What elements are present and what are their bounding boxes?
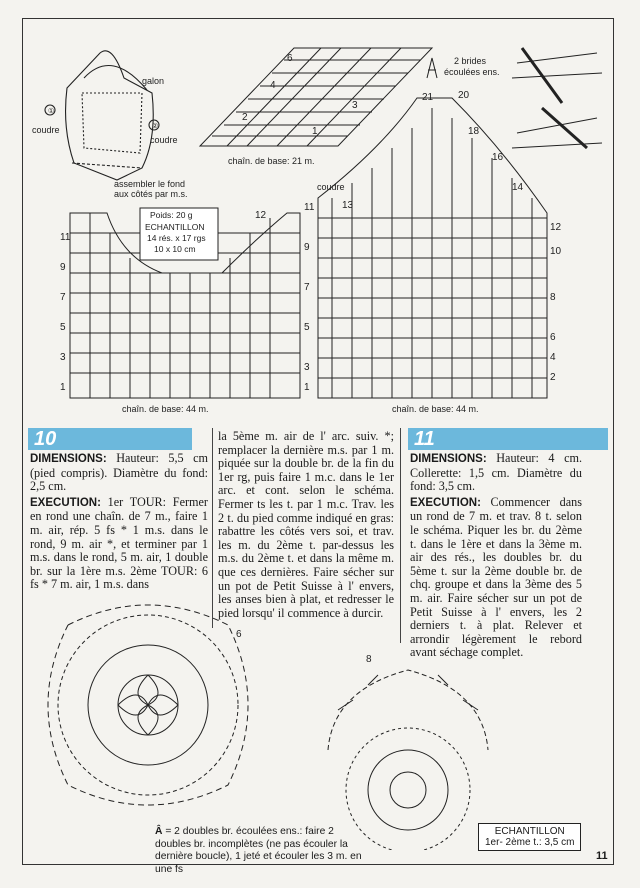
- row-11l: 11: [60, 232, 71, 243]
- row-20: 20: [458, 90, 470, 101]
- echantillon-line2: 10 x 10 cm: [154, 244, 196, 254]
- row-5r: 5: [304, 322, 310, 333]
- hook-illustration: [512, 48, 602, 148]
- rhombus-row-1: 1: [312, 126, 318, 137]
- row-8r: 8: [550, 292, 556, 303]
- row-6r: 6: [550, 332, 556, 343]
- s10-label-6: 6: [236, 629, 242, 640]
- row-16: 16: [492, 152, 504, 163]
- row-7l: 7: [60, 292, 66, 303]
- label-assemble: assembler le fond: [114, 179, 186, 189]
- rhombus-row-4: 4: [270, 80, 276, 91]
- section-11-number: 11: [414, 428, 435, 450]
- section-10-motif-diagram: [28, 585, 278, 820]
- section-11-motif-diagram: [308, 650, 508, 850]
- row-21: 21: [422, 92, 434, 103]
- base-right: chaîn. de base: 44 m.: [392, 404, 479, 414]
- row-5l: 5: [60, 322, 66, 333]
- section-10-number: 10: [34, 428, 57, 450]
- row-11r: 11: [304, 202, 315, 213]
- crochet-charts-diagram: [22, 18, 612, 423]
- row-7r: 7: [304, 282, 310, 293]
- row-1l: 1: [60, 382, 66, 393]
- s10-execution-text: 1er TOUR: Fermer en rond une chaîn. de 7 m., faire 1 m. air, rép. 5 fs * 1 m.s. dans le rond, 9 m. air *, et terminer par 1 m.s. dans le rond, 5 m. air, 1 double br. sur la 1ère m.s. 2ème TOUR: 6 fs * 7 m. air, 1 m.s. dans: [30, 494, 208, 592]
- poids: Poids: 20 g: [150, 210, 193, 220]
- legend-symbol-icon: Â: [155, 826, 163, 837]
- row-18: 18: [468, 126, 480, 137]
- echantillon-label: ECHANTILLON: [145, 222, 205, 232]
- s11-dimensions-label: DIMENSIONS:: [410, 453, 487, 465]
- label-galon: galon: [142, 76, 165, 86]
- row-12l: 12: [255, 210, 267, 221]
- row-13: 13: [342, 200, 354, 211]
- s11-dimensions-text: Hauteur: 4 cm. Collerette: 1,5 cm. Diamètre du fond: 3,5 cm.: [410, 451, 583, 494]
- row-12r: 12: [550, 222, 562, 233]
- label-coudre-2: coudre: [150, 135, 178, 145]
- s11-execution-label: EXECUTION:: [410, 496, 481, 509]
- row-9r: 9: [304, 242, 310, 253]
- brides-label: 2 brides: [454, 56, 487, 66]
- column-divider-2: [400, 428, 401, 643]
- s11-label-8: 8: [366, 654, 372, 665]
- section-10-col1: [30, 452, 208, 592]
- section-11-sample-box: [478, 823, 581, 851]
- row-3l: 3: [60, 352, 66, 363]
- s10-execution-label: EXECUTION:: [30, 496, 101, 509]
- s10-col2-text: la 5ème m. air de l' arc. suiv. *; remplacer la dernière m.s. par 1 m. piquée sur la double br. de la fin du 1er rg, puis faire 1 m.c. dans le 1er arc. et cont. selon le schéma. Fermer ts les t. par 1 m.c. Trav. les 2 t. du pied comme indiqué en gras: rabattre les côtés vers soi, et trav. les m. du 2ème t. par-dessus les m.s. du 2ème t. et dans la même m. que ces dernières. Faire sécher sur un pot de Petit Suisse à l' envers, les anses bien à plat, et redresser le pied lorsqu' il commence à durcir.: [218, 429, 394, 620]
- right-chart: [318, 98, 547, 398]
- row-1r: 1: [304, 382, 310, 393]
- row-10r: 10: [550, 246, 562, 257]
- row-9l: 9: [60, 262, 66, 273]
- legend-text: = 2 doubles br. écoulées ens.: faire 2 doubles br. incomplètes (ne pas écouler la dernière boucle), 1 jeté et écouler les 3 m. en une fs: [155, 826, 362, 875]
- row-3r: 3: [304, 362, 310, 373]
- s11-execution-text: Commencer dans un rond de 7 m. et trav. 8 t. selon le schéma. Piquer les br. du 2ème t. dans le 1ère et dans la 3ème m. air des rés., les doubles br. du 5ème t. sur la 2ème double br. de chq. groupe et dans la 3ème des 5 m. air. Faire sécher sur un pot de Petit Suisse à l' envers, les 2 derniers t. à plat. Relever et arrondir légèrement le rebord avant séchage complet.: [410, 494, 583, 660]
- rhombus-row-6: 6: [287, 53, 293, 64]
- row-14: 14: [512, 182, 524, 193]
- section-11-text: [410, 452, 582, 660]
- circle-1: ①: [48, 108, 55, 115]
- label-assemble-2: aux côtés par m.s.: [114, 189, 188, 199]
- row-4r: 4: [550, 352, 556, 363]
- s10-dimensions-text: Hauteur: 5,5 cm (pied compris). Diamètre du fond: 2,5 cm.: [30, 451, 209, 494]
- section-11-header: [408, 428, 608, 450]
- s11-sample-title: ECHANTILLON: [494, 826, 565, 837]
- section-10-header: [28, 428, 192, 450]
- base-left: chaîn. de base: 44 m.: [122, 404, 209, 414]
- page-number: 11: [596, 850, 608, 862]
- row-2r: 2: [550, 372, 556, 383]
- brides-symbol-icon: [427, 58, 437, 78]
- brides-label-2: écoulées ens.: [444, 67, 500, 77]
- rhombus-base: chaîn. de base: 21 m.: [228, 156, 315, 166]
- label-coudre-1: coudre: [32, 125, 60, 135]
- rhombus-row-3: 3: [352, 100, 358, 111]
- bag-illustration: [45, 51, 159, 180]
- echantillon-line1: 14 rés. x 17 rgs: [147, 233, 206, 243]
- s10-dimensions-label: DIMENSIONS:: [30, 453, 107, 465]
- circle-2: ②: [152, 123, 159, 130]
- label-coudre-top: coudre: [317, 182, 345, 192]
- s11-sample-text: 1er- 2ème t.: 3,5 cm: [485, 837, 575, 848]
- rhombus-row-2: 2: [242, 112, 248, 123]
